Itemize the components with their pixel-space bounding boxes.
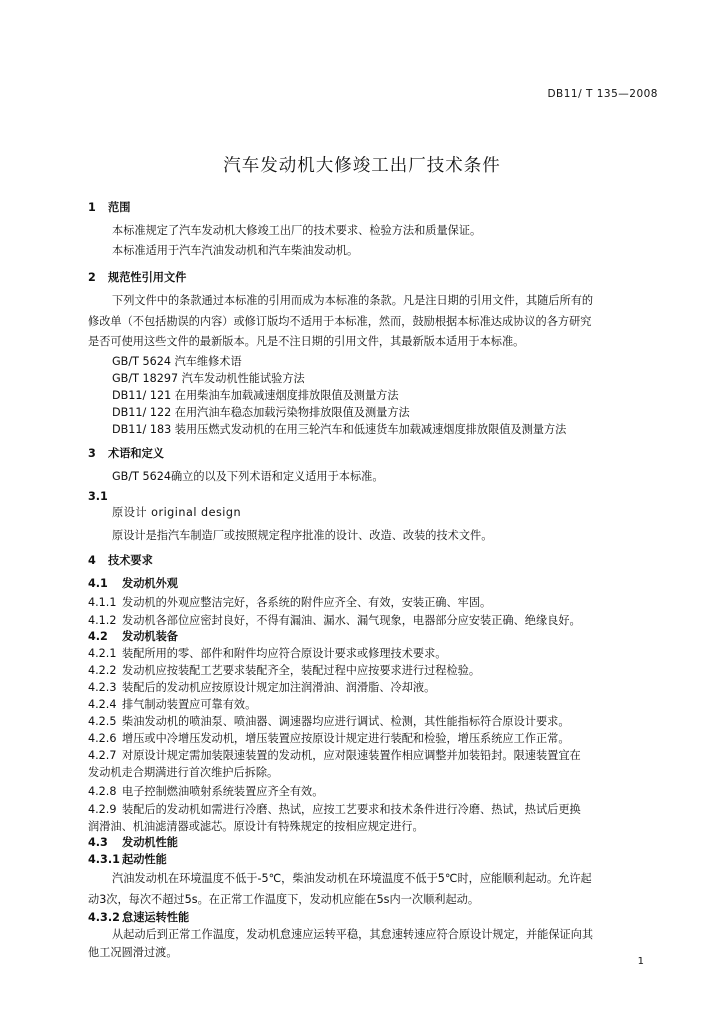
clause: 4.1.2 发动机各部位应密封良好，不得有漏油、漏水、漏气现象，电器部分应安装正确、绝缘良好。 [88,614,581,627]
clause: 4.2.8 电子控制燃油喷射系统装置应齐全有效。 [88,785,324,798]
clause: 4.3.1 起动性能 [88,853,167,866]
paragraph: 修改单（不包括勘误的内容）或修订版均不适用于本标准，然而，鼓励根据本标准达成协议的各方研究 [88,315,592,328]
term-name: 原设计 original design [112,506,242,519]
clause-continuation: 润滑油、机油滤清器或滤芯。原设计有特殊规定的按相应规定进行。 [88,820,424,833]
clause: 4.2.2 发动机应按装配工艺要求装配齐全，装配过程中应按要求进行过程检验。 [88,664,481,677]
clause: 4.2.4 排气制动装置应可靠有效。 [88,698,257,711]
paragraph: 从起动后到正常工作温度，发动机怠速应运转平稳，其怠速转速应符合原设计规定，并能保证向其 [112,928,594,941]
page-number: 1 [637,956,644,967]
paragraph: 动3次，每次不超过5s。在正常工作温度下，发动机应能在5s内一次顺利起动。 [88,893,480,906]
clause-continuation: 发动机走合期满进行首次维护后拆除。 [88,766,279,779]
section-heading-terms: 3 术语和定义 [88,447,164,460]
standard-number: DB11/ T 135—2008 [547,88,658,100]
clause: 4.1 发动机外观 [88,577,178,590]
document-title: 汽车发动机大修竣工出厂技术条件 [223,156,501,176]
clause: 4.2 发动机装备 [88,630,178,643]
section-heading-scope: 1 范围 [88,201,131,214]
clause: 4.2.3 装配后的发动机应按原设计规定加注润滑油、润滑脂、冷却液。 [88,681,436,694]
reference-item: DB11/ 183 装用压燃式发动机的在用三轮汽车和低速货车加载减速烟度排放限值及测量方法 [112,423,567,436]
section-heading-requirements: 4 技术要求 [88,554,153,567]
clause: 4.2.5 柴油发动机的喷油泵、喷油器、调速器均应进行调试、检测，其性能指标符合原设计要求。 [88,715,570,728]
clause: 4.2.6 增压或中冷增压发动机，增压装置应按原设计规定进行装配和检验，增压系统应工作正常。 [88,732,570,745]
clause: 4.1.1 发动机的外观应整洁完好，各系统的附件应齐全、有效，安装正确、牢固。 [88,596,492,609]
clause: 4.2.9 装配后的发动机如需进行冷磨、热试，应按工艺要求和技术条件进行冷磨、热试，热试后更换 [88,803,581,816]
clause: 4.2.7 对原设计规定需加装限速装置的发动机，应对限速装置作相应调整并加装铅封。限速装置宜在 [88,749,581,762]
reference-item: DB11/ 122 在用汽油车稳态加载污染物排放限值及测量方法 [112,406,410,419]
clause: 4.2.1 装配所用的零、部件和附件均应符合原设计要求或修理技术要求。 [88,647,447,660]
section-heading-references: 2 规范性引用文件 [88,271,187,284]
paragraph: 是否可使用这些文件的最新版本。凡是不注日期的引用文件，其最新版本适用于本标准。 [88,335,525,348]
paragraph: 本标准规定了汽车发动机大修竣工出厂的技术要求、检验方法和质量保证。 [112,224,482,237]
clause-number: 3.1 [88,490,108,503]
paragraph: GB/T 5624确立的以及下列术语和定义适用于本标准。 [112,470,384,483]
clause: 4.3.2 怠速运转性能 [88,911,190,924]
paragraph: 汽油发动机在环境温度不低于-5℃，柴油发动机在环境温度不低于5℃时，应能顺利起动。允许起 [112,872,592,885]
paragraph: 他工况圆滑过渡。 [88,946,178,959]
term-definition: 原设计是指汽车制造厂或按照规定程序批准的设计、改造、改装的技术文件。 [112,529,493,542]
paragraph: 下列文件中的条款通过本标准的引用而成为本标准的条款。凡是注日期的引用文件，其随后所有的 [112,294,594,307]
reference-item: GB/T 5624 汽车维修术语 [112,355,242,368]
reference-item: DB11/ 121 在用柴油车加载减速烟度排放限值及测量方法 [112,389,399,402]
reference-item: GB/T 18297 汽车发动机性能试验方法 [112,372,305,385]
clause: 4.3 发动机性能 [88,836,178,849]
paragraph: 本标准适用于汽车汽油发动机和汽车柴油发动机。 [112,244,359,257]
